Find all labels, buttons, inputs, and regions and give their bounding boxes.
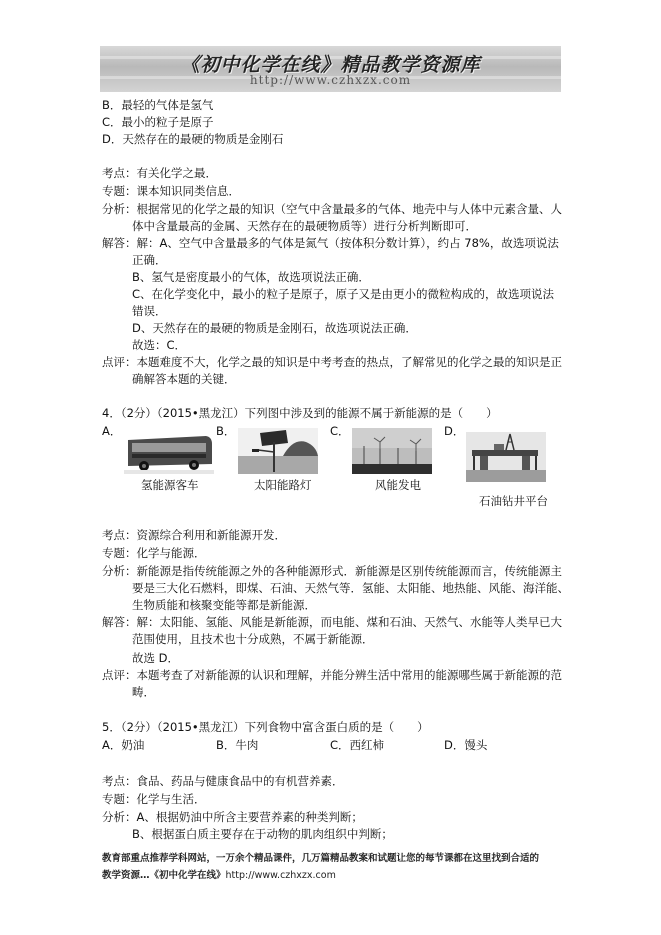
q5-option-b: B．牛肉 [216,738,259,752]
q3-jieda-line: 解答：解：A、空气中含量最多的气体是氮气（按体积分数计算），约占 78%，故选项说法 [102,236,559,250]
q4-kaodian: 考点：资源综合利用和新能源开发． [102,528,286,542]
q3-kaodian: 考点：有关化学之最． [102,166,217,180]
q4-jieda-line: 范围使用，且技术也十分成熟，不属于新能源． [132,632,374,646]
wind-turbine-image [352,428,432,474]
q3-dianping-line: 点评：本题难度不大，化学之最的知识是中考考查的热点，了解常见的化学之最的知识是正 [102,355,562,369]
footer-url[interactable]: http://www.czhxzx.com [225,870,336,881]
solar-streetlight-image [238,428,318,474]
q3-option-c: C．最小的粒子是原子 [102,115,214,129]
q3-jieda-line: B、氢气是密度最小的气体，故选项说法正确． [132,270,370,284]
banner-url[interactable]: http://www.czhxzx.com [249,73,412,87]
q4-caption-c: 风能发电 [375,478,421,492]
q3-jieda-line: 故选：C． [132,338,187,352]
q3-option-d: D．天然存在的最硬的物质是金刚石 [102,132,284,146]
q4-letter-d: D． [444,424,465,438]
q4-letter-a: A． [102,424,122,438]
q5-option-d: D．馒头 [444,738,488,752]
q4-letter-b: B． [216,424,236,438]
q5-option-a: A．奶油 [102,738,145,752]
q4-caption-b: 太阳能路灯 [254,478,312,492]
q3-fenxi-line: 分析：根据常见的化学之最的知识（空气中含量最多的气体、地壳中与人体中元素含量、人 [102,202,562,216]
q5-fenxi-line: 分析：A、根据奶油中所含主要营养素的种类判断； [102,810,363,824]
bus-image [124,428,214,474]
footer-line-2 [102,870,336,882]
q4-jieda-line: 解答：解：太阳能、氢能、风能是新能源，而电能、煤和石油、天然气、水能等人类早已大 [102,615,562,629]
q3-option-b: B．最轻的气体是氢气 [102,98,214,112]
q5-zhuanti: 专题：化学与生活． [102,792,206,806]
q5-fenxi-line: B、根据蛋白质主要存在于动物的肌肉组织中判断； [132,827,393,841]
q4-fenxi-line: 生物质能和核聚变能等都是新能源． [132,598,316,612]
footer-prefix: 教学资源…《初中化学在线》 [102,870,226,881]
header-banner [100,46,561,92]
q5-kaodian: 考点：食品、药品与健康食品中的有机营养素． [102,774,344,788]
q4-zhuanti: 专题：化学与能源． [102,546,206,560]
oil-rig-image [466,432,546,482]
q4-stem: 4．（2分）（2015•黑龙江）下列图中涉及到的能源不属于新能源的是（ ） [102,406,498,420]
q4-jieda-line: 故选 D． [132,651,180,665]
q5-stem: 5．（2分）（2015•黑龙江）下列食物中富含蛋白质的是（ ） [102,720,429,734]
q3-jieda-line: 正确． [132,253,167,267]
q3-jieda-line: D、天然存在的最硬的物质是金刚石，故选项说法正确． [132,321,417,335]
q3-dianping-line: 确解答本题的关键． [132,372,236,386]
q3-fenxi-line: 体中含量最高的金属、天然存在的最硬物质等）进行分析判断即可． [132,219,477,233]
q3-zhuanti: 专题：课本知识同类信息． [102,184,240,198]
q4-letter-c: C． [330,424,350,438]
q4-dianping-line: 畴． [132,685,155,699]
q4-caption-a: 氢能源客车 [141,478,199,492]
q4-fenxi-line: 分析：新能源是指传统能源之外的各种能源形式．新能源是区别传统能源而言，传统能源主 [102,564,562,578]
q3-jieda-line: C、在化学变化中，最小的粒子是原子，原子又是由更小的微粒构成的，故选项说法 [132,287,555,301]
q4-caption-d: 石油钻井平台 [479,494,548,508]
q5-option-c: C．西红柿 [330,738,385,752]
q4-fenxi-line: 要是三大化石燃料，即煤、石油、天然气等．氢能、太阳能、地热能、风能、海洋能、 [132,581,569,595]
banner-title: 《初中化学在线》精品教学资源库 [180,54,481,76]
q4-dianping-line: 点评：本题考查了对新能源的认识和理解，并能分辨生活中常用的能源哪些属于新能源的范 [102,668,562,682]
q3-jieda-line: 错误． [132,304,167,318]
footer-line-1: 教育部重点推荐学科网站，一万余个精品课件，几万篇精品教案和试题让您的每节课都在这里找到合适的 [102,853,540,864]
